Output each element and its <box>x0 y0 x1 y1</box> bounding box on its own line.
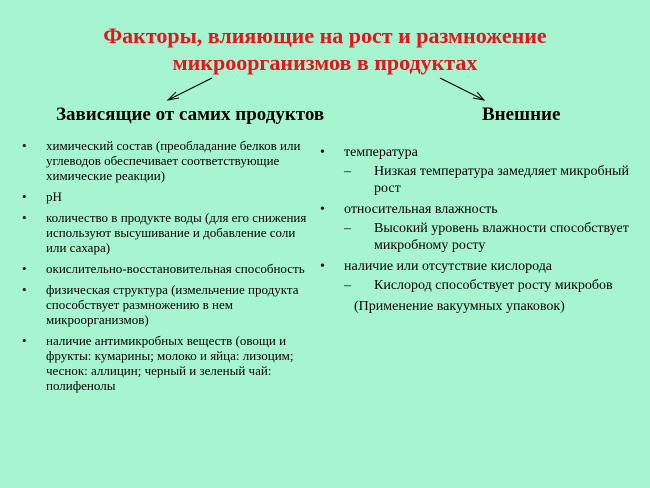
list-item: • окислительно-восстановительная способность <box>22 261 305 276</box>
note: (Применение вакуумных упаковок) <box>354 299 565 314</box>
list-item: • температура <box>320 145 418 160</box>
heading-internal-factors: Зависящие от самих продуктов <box>56 104 325 125</box>
heading-external-factors: Внешние <box>482 104 561 125</box>
arrow-right <box>440 78 484 100</box>
list-item: • pH <box>22 189 62 204</box>
external-factors-list <box>320 144 650 315</box>
list-item: • количество в продукте воды (для его снижения используют высушивание и добавление соли или сахара) <box>22 210 307 255</box>
list-item: • относительная влажность <box>320 202 498 217</box>
internal-factors-list <box>22 138 314 399</box>
title-line-2: микроорганизмов в продуктах <box>172 50 478 75</box>
list-item: • наличие антимикробных веществ (овощи и фрукты: кумарины; молоко и яйца: лизоцим; чеснок: аллицин; черный и зеленый чай: полифенолы <box>22 333 294 393</box>
arrow-left <box>168 78 212 100</box>
sub-list-item: – Кислород способствует росту микробов <box>344 278 613 293</box>
title-line-1: Факторы, влияющие на рост и размножение <box>103 23 547 48</box>
list-item: • наличие или отсутствие кислорода <box>320 259 553 274</box>
sub-list-item: – Высокий уровень влажности способствует микробному росту <box>344 221 629 253</box>
list-item: • физическая структура (измельчение продукта способствует размножению в нем микроорганизмов) <box>22 282 299 327</box>
sub-list-item: – Низкая температура замедляет микробный рост <box>344 164 629 196</box>
list-item: • химический состав (преобладание белков или углеводов обеспечивает соответствующие химические реакции) <box>22 138 301 183</box>
